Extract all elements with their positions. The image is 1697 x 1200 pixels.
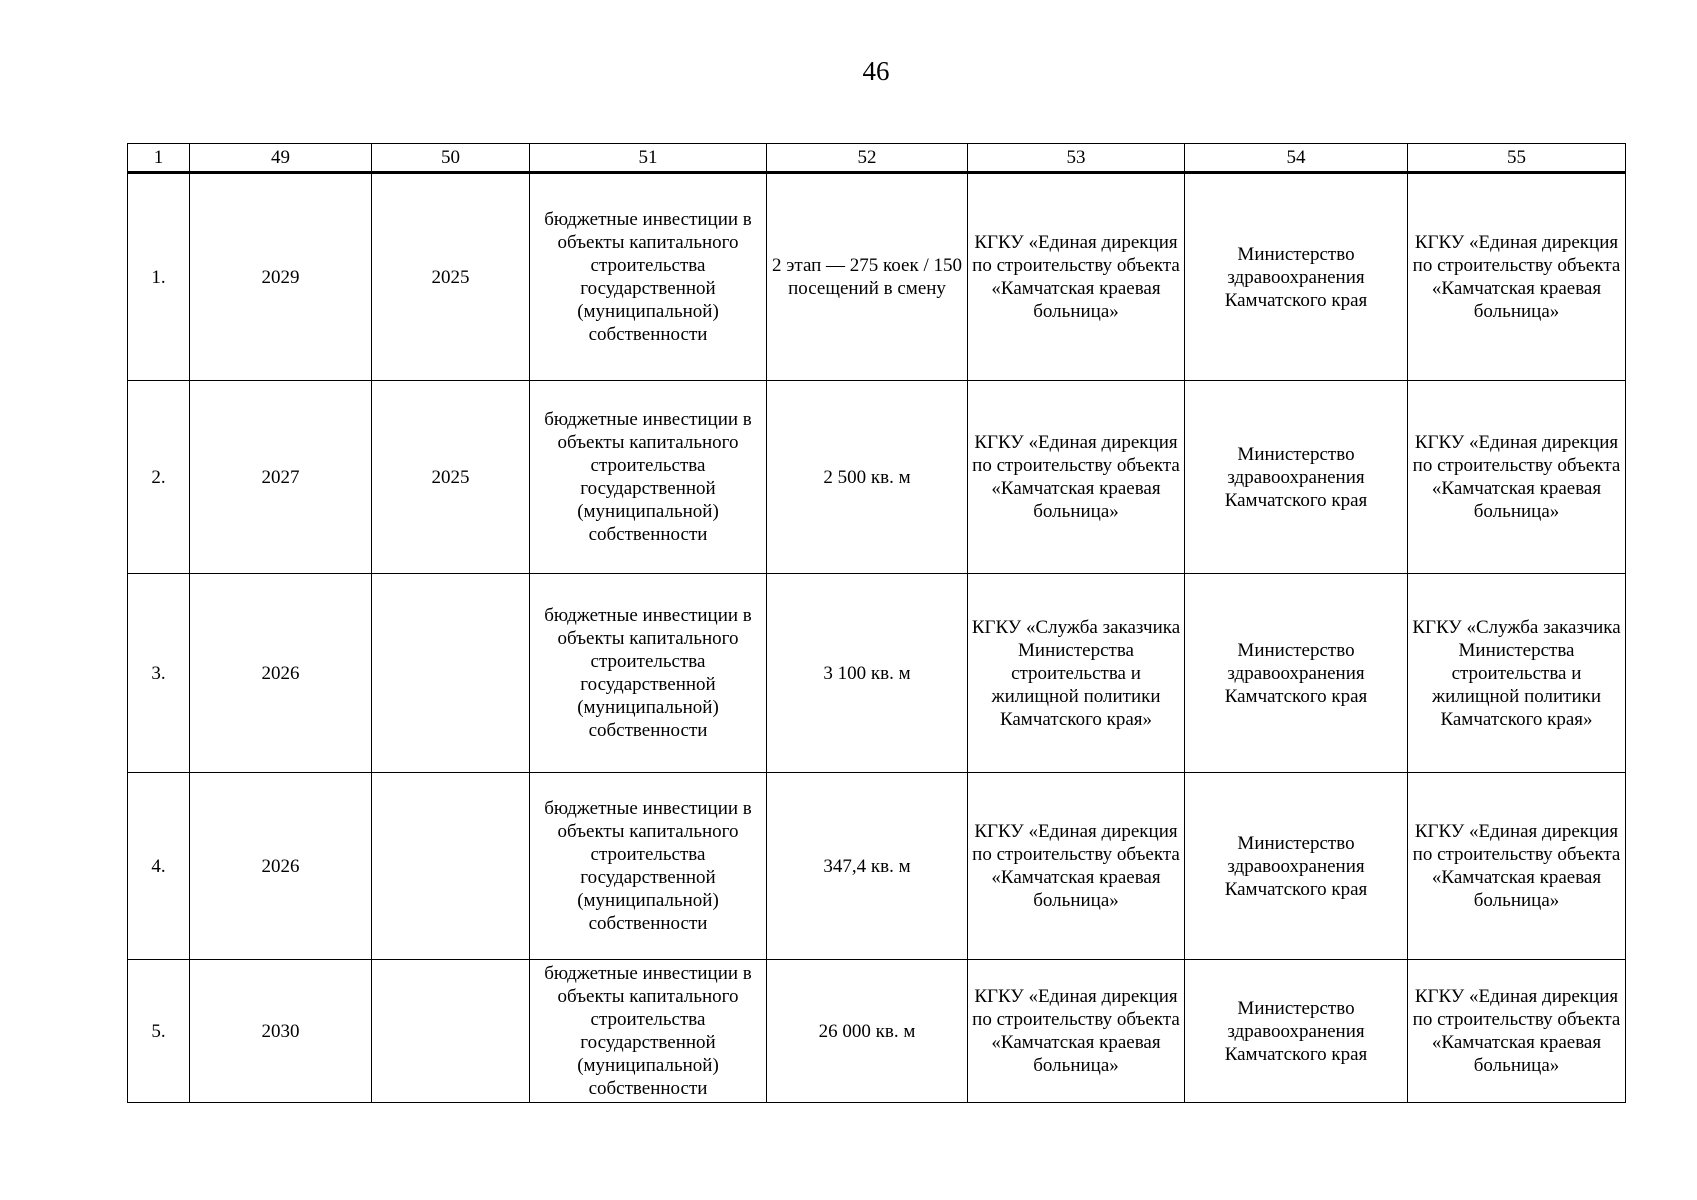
cell-col-50: 2025 — [372, 173, 530, 381]
header-cell-1: 1 — [128, 144, 190, 173]
header-cell-52: 52 — [767, 144, 968, 173]
page-number: 46 — [862, 56, 890, 86]
cell-col-55: КГКУ «Единая дирекция по строительству объекта «Камчатская краевая больница» — [1408, 773, 1626, 960]
cell-col-53: КГКУ «Единая дирекция по строительству объекта «Камчатская краевая больница» — [968, 173, 1185, 381]
table-row — [128, 381, 1626, 574]
row-number: 3. — [128, 574, 190, 773]
header-cell-50: 50 — [372, 144, 530, 173]
cell-col-49: 2030 — [190, 960, 372, 1103]
cell-col-55: КГКУ «Служба заказчика Министерства строительства и жилищной политики Камчатского края» — [1408, 574, 1626, 773]
cell-col-50 — [372, 773, 530, 960]
row-number: 2. — [128, 381, 190, 574]
cell-col-51: бюджетные инвестиции в объекты капитального строительства государственной (муниципальной) собственности — [530, 381, 767, 574]
cell-col-54: Министерство здравоохранения Камчатского края — [1185, 960, 1408, 1103]
cell-col-51: бюджетные инвестиции в объекты капитального строительства государственной (муниципальной) собственности — [530, 173, 767, 381]
cell-col-53: КГКУ «Единая дирекция по строительству объекта «Камчатская краевая больница» — [968, 773, 1185, 960]
cell-col-50 — [372, 574, 530, 773]
cell-col-51: бюджетные инвестиции в объекты капитального строительства государственной (муниципальной) собственности — [530, 960, 767, 1103]
cell-col-50: 2025 — [372, 381, 530, 574]
cell-col-54: Министерство здравоохранения Камчатского края — [1185, 173, 1408, 381]
table-row — [128, 773, 1626, 960]
cell-col-52: 3 100 кв. м — [767, 574, 968, 773]
cell-col-49: 2027 — [190, 381, 372, 574]
cell-col-55: КГКУ «Единая дирекция по строительству объекта «Камчатская краевая больница» — [1408, 381, 1626, 574]
cell-col-49: 2029 — [190, 173, 372, 381]
cell-col-52: 2 500 кв. м — [767, 381, 968, 574]
header-cell-55: 55 — [1408, 144, 1626, 173]
cell-col-52: 26 000 кв. м — [767, 960, 968, 1103]
row-number: 5. — [128, 960, 190, 1103]
cell-col-49: 2026 — [190, 574, 372, 773]
header-cell-51: 51 — [530, 144, 767, 173]
cell-col-52: 347,4 кв. м — [767, 773, 968, 960]
cell-col-55: КГКУ «Единая дирекция по строительству объекта «Камчатская краевая больница» — [1408, 960, 1626, 1103]
cell-col-54: Министерство здравоохранения Камчатского края — [1185, 574, 1408, 773]
cell-col-53: КГКУ «Служба заказчика Министерства строительства и жилищной политики Камчатского края» — [968, 574, 1185, 773]
data-table — [127, 143, 1626, 1103]
header-cell-49: 49 — [190, 144, 372, 173]
cell-col-53: КГКУ «Единая дирекция по строительству объекта «Камчатская краевая больница» — [968, 381, 1185, 574]
cell-col-51: бюджетные инвестиции в объекты капитального строительства государственной (муниципальной) собственности — [530, 574, 767, 773]
header-cell-54: 54 — [1185, 144, 1408, 173]
cell-col-54: Министерство здравоохранения Камчатского края — [1185, 381, 1408, 574]
cell-col-55: КГКУ «Единая дирекция по строительству объекта «Камчатская краевая больница» — [1408, 173, 1626, 381]
cell-col-50 — [372, 960, 530, 1103]
row-number: 1. — [128, 173, 190, 381]
cell-col-53: КГКУ «Единая дирекция по строительству объекта «Камчатская краевая больница» — [968, 960, 1185, 1103]
cell-col-51: бюджетные инвестиции в объекты капитального строительства государственной (муниципальной) собственности — [530, 773, 767, 960]
table-row — [128, 173, 1626, 381]
header-cell-53: 53 — [968, 144, 1185, 173]
header-row — [128, 144, 1626, 173]
cell-col-52: 2 этап — 275 коек / 150 посещений в смену — [767, 173, 968, 381]
row-number: 4. — [128, 773, 190, 960]
table-row — [128, 574, 1626, 773]
table-row — [128, 960, 1626, 1103]
cell-col-54: Министерство здравоохранения Камчатского края — [1185, 773, 1408, 960]
cell-col-49: 2026 — [190, 773, 372, 960]
